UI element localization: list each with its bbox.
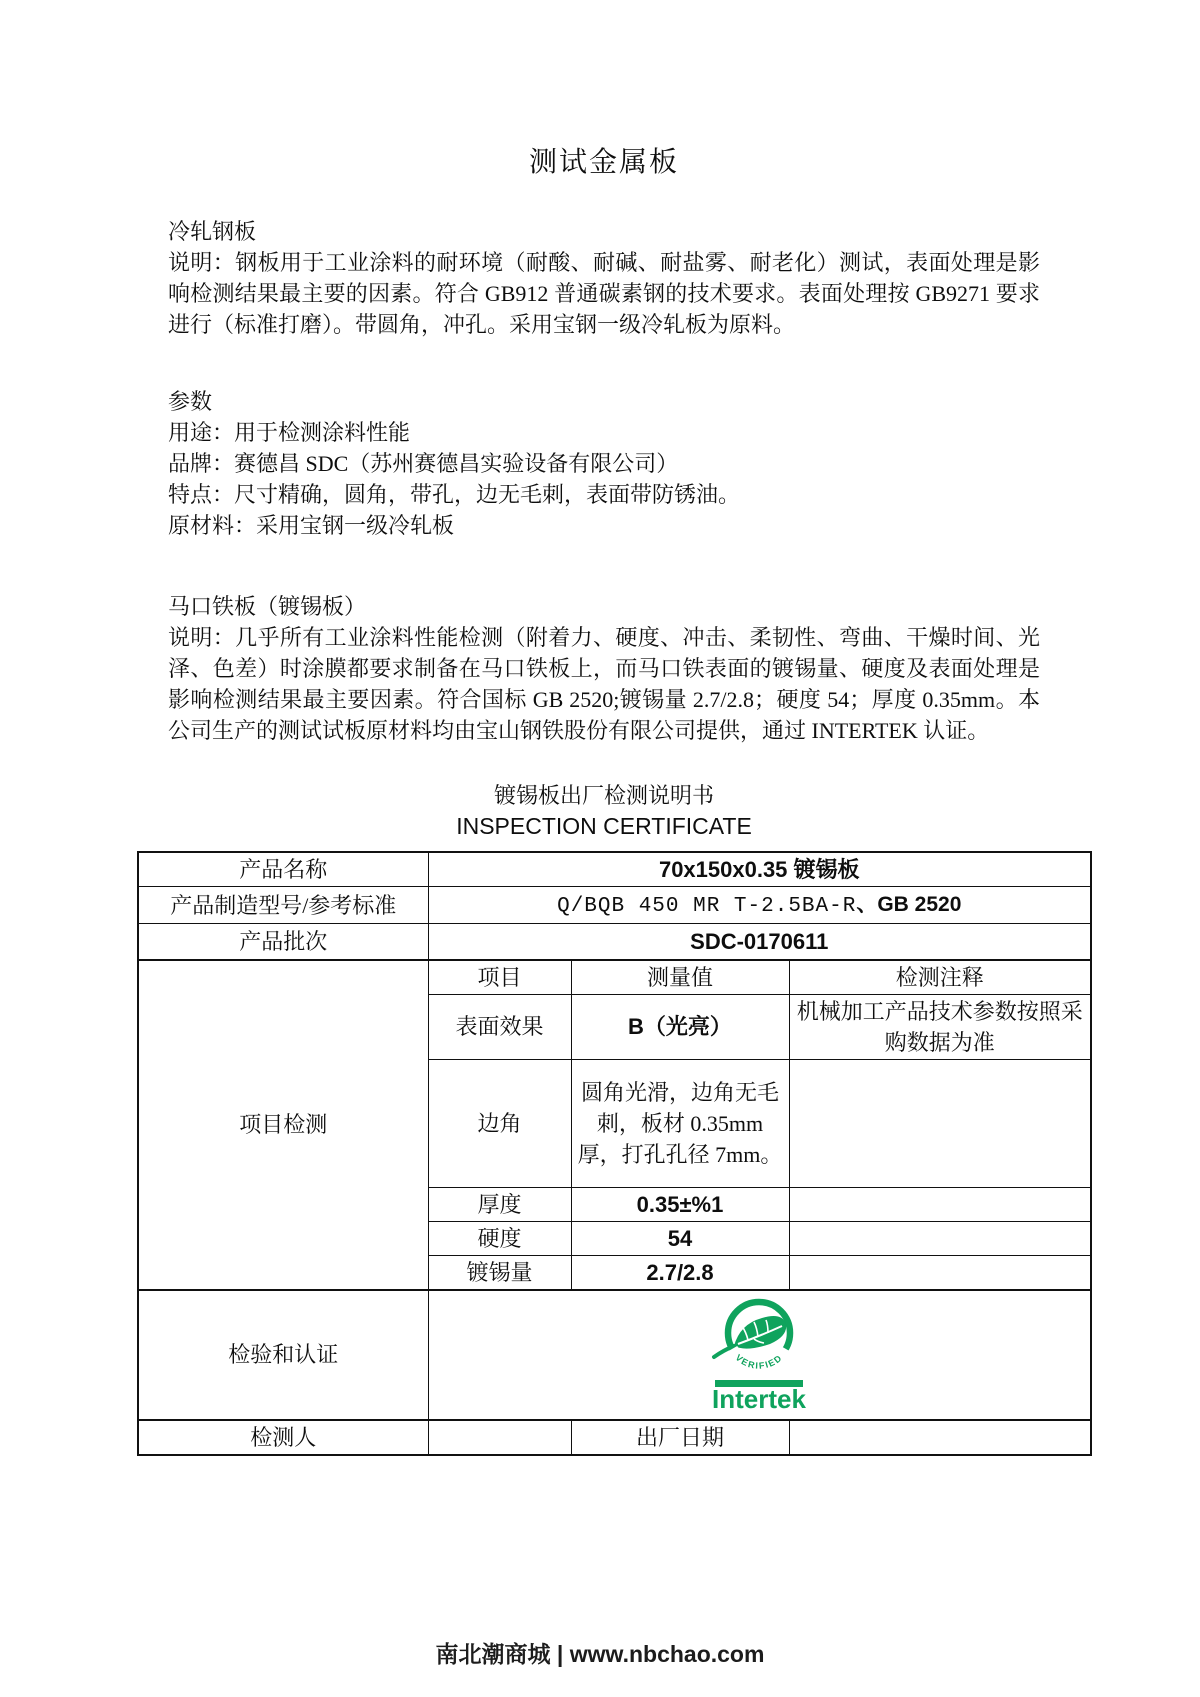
row-surface-item: 表面效果 <box>428 994 571 1059</box>
row-surface-value: B（光亮） <box>571 994 789 1059</box>
column-header-item: 项目 <box>428 960 571 995</box>
page-title: 测试金属板 <box>528 147 679 178</box>
section-tinplate <box>168 591 1040 746</box>
row-tincoat-item: 镀锡量 <box>428 1255 571 1290</box>
site-footer: 南北潮商城 | www.nbchao.com <box>435 1641 765 1667</box>
certificate-title-en: INSPECTION CERTIFICATE <box>456 813 752 839</box>
row-thickness-item: 厚度 <box>428 1187 571 1221</box>
row-edge-item: 边角 <box>428 1059 571 1187</box>
row-hardness-value: 54 <box>571 1221 789 1255</box>
table-row <box>138 1420 1091 1455</box>
ship-date-value-cell <box>789 1420 1091 1455</box>
product-name-value: 70x150x0.35 镀锡板 <box>428 852 1091 887</box>
model-value-code: Q/BQB 450 MR T-2.5BA-R <box>557 895 857 918</box>
intertek-logo-graphic <box>684 1296 834 1414</box>
certification-logo-cell <box>428 1290 1091 1420</box>
ship-date-label: 出厂日期 <box>571 1420 789 1455</box>
model-label: 产品制造型号/参考标准 <box>138 887 428 924</box>
parameter-line-brand: 品牌：赛德昌 SDC（苏州赛德昌实验设备有限公司） <box>168 451 679 476</box>
certification-label: 检验和认证 <box>138 1290 428 1420</box>
column-header-note: 检测注释 <box>789 960 1091 995</box>
row-edge-value: 圆角光滑，边角无毛刺，板材 0.35mm 厚，打孔孔径 7mm。 <box>571 1059 789 1187</box>
row-thickness-note <box>789 1187 1091 1221</box>
batch-value: SDC-0170611 <box>428 924 1091 960</box>
row-tincoat-note <box>789 1255 1091 1290</box>
leaf-icon <box>734 1316 786 1349</box>
inspection-certificate-table <box>137 851 1092 1456</box>
cold-rolled-heading: 冷轧钢板 <box>168 219 257 244</box>
inspection-group-label: 项目检测 <box>138 960 428 1290</box>
intertek-wordmark: Intertek <box>712 1383 807 1414</box>
section-cold-rolled <box>168 216 1040 340</box>
row-hardness-item: 硬度 <box>428 1221 571 1255</box>
table-row <box>138 887 1091 924</box>
parameter-line-usage: 用途：用于检测涂料性能 <box>168 420 411 445</box>
inspector-label: 检测人 <box>138 1420 428 1455</box>
row-thickness-value: 0.35±%1 <box>571 1187 789 1221</box>
parameter-line-material: 原材料：采用宝钢一级冷轧板 <box>168 513 455 538</box>
cold-rolled-description: 说明：钢板用于工业涂料的耐环境（耐酸、耐碱、耐盐雾、耐老化）测试，表面处理是影响检测结果最主要的因素。符合 GB912 普通碳素钢的技术要求。表面处理按 GB9271 要求进行（标准打磨）。带圆角，冲孔。采用宝钢一级冷轧板为原料。 <box>168 250 1040 337</box>
tinplate-description: 说明：几乎所有工业涂料性能检测（附着力、硬度、冲击、柔韧性、弯曲、干燥时间、光泽、色差）时涂膜都要求制备在马口铁板上，而马口铁表面的镀锡量、硬度及表面处理是影响检测结果最主要因素。符合国标 GB 2520;镀锡量 2.7/2.8；硬度 54；厚度 0.35mm。本公司生产的测试试板原材料均由宝山钢铁股份有限公司提供，通过 INTERTEK 认证。 <box>168 625 1040 743</box>
model-value-ref: 、GB 2520 <box>856 893 962 916</box>
batch-label: 产品批次 <box>138 924 428 960</box>
verified-text: VERIFIED <box>733 1351 785 1371</box>
section-parameters <box>168 386 1040 541</box>
table-row <box>138 924 1091 960</box>
row-tincoat-value: 2.7/2.8 <box>571 1255 789 1290</box>
document-body <box>168 0 1040 842</box>
row-surface-note: 机械加工产品技术参数按照采购数据为准 <box>789 994 1091 1059</box>
model-value <box>428 887 1091 924</box>
parameters-heading: 参数 <box>168 389 213 414</box>
row-hardness-note <box>789 1221 1091 1255</box>
product-name-label: 产品名称 <box>138 852 428 887</box>
parameter-line-features: 特点：尺寸精确，圆角，带孔，边无毛刺，表面带防锈油。 <box>168 482 741 507</box>
intertek-verified-logo <box>435 1296 1085 1414</box>
column-header-measured: 测量值 <box>571 960 789 995</box>
inspector-value-cell <box>428 1420 571 1455</box>
table-row <box>138 1290 1091 1420</box>
certificate-title-zh: 镀锡板出厂检测说明书 <box>493 783 714 808</box>
table-row <box>138 852 1091 887</box>
row-edge-note <box>789 1059 1091 1187</box>
tinplate-heading: 马口铁板（镀锡板） <box>168 594 367 619</box>
table-row <box>138 960 1091 995</box>
